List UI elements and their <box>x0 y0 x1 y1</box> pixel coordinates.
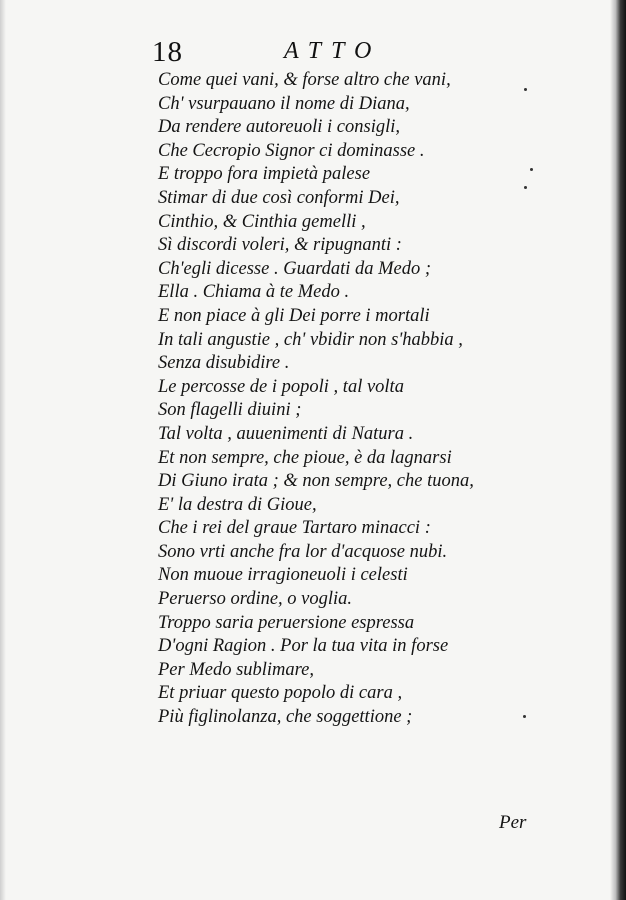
verse-line: Peruerso ordine, o voglia. <box>158 589 353 610</box>
catchword: Per <box>499 812 527 833</box>
ink-speck <box>524 186 527 189</box>
ink-speck <box>524 88 527 91</box>
verse-line: Cinthio, & Cinthia gemelli , <box>158 211 366 232</box>
verse-line: Che Cecropio Signor ci dominasse . <box>158 140 425 161</box>
verse-line: In tali angustie , ch' vbidir non s'habbia , <box>158 329 463 350</box>
ink-speck <box>530 168 533 171</box>
ink-speck <box>523 715 526 718</box>
verse-line: Senza disubidire . <box>158 353 290 374</box>
verse-line: Di Giuno irata ; & non sempre, che tuona, <box>158 471 474 492</box>
verse-line: Come quei vani, & forse altro che vani, <box>158 70 451 90</box>
running-head: ATTO <box>284 38 382 64</box>
verse-line: Ch' vsurpauano il nome di Diana, <box>158 93 410 114</box>
verse-line: Da rendere autoreuoli i consigli, <box>158 117 401 138</box>
verse-line: Ella . Chiama à te Medo . <box>158 282 350 303</box>
verse-line: Sono vrti anche fra lor d'acquose nubi. <box>158 541 448 562</box>
verse-line: Le percosse de i popoli , tal volta <box>158 376 404 397</box>
page-left-edge <box>0 0 6 900</box>
verse-line: Più figlinolanza, che soggettione ; <box>158 707 413 728</box>
verse-line: Tal volta , auuenimenti di Natura . <box>158 423 414 444</box>
verse-line: E' la destra di Gioue, <box>158 494 317 515</box>
verse-line: Non muoue irragioneuoli i celesti <box>158 565 408 586</box>
verse-line: Son flagelli diuini ; <box>158 400 302 421</box>
verse-line: Sì discordi voleri, & ripugnanti : <box>158 235 402 256</box>
page-number: 18 <box>152 36 183 68</box>
verse-block <box>158 69 558 730</box>
verse-line: Stimar di due così conformi Dei, <box>158 187 400 208</box>
verse-line: Per Medo sublimare, <box>158 659 315 680</box>
verse-line: Ch'egli dicesse . Guardati da Medo ; <box>158 258 432 279</box>
binding-edge <box>610 0 626 900</box>
verse-line: Troppo saria peruersione espressa <box>158 612 415 633</box>
verse-line: E non piace à gli Dei porre i mortali <box>158 305 430 326</box>
verse-line: Che i rei del graue Tartaro minacci : <box>158 518 431 539</box>
verse-line: D'ogni Ragion . Por la tua vita in forse <box>158 636 449 657</box>
verse-line: Et non sempre, che pioue, è da lagnarsi <box>158 447 452 468</box>
verse-line: Et priuar questo popolo di cara , <box>158 683 403 704</box>
verse-line: E troppo fora impietà palese <box>158 164 371 185</box>
